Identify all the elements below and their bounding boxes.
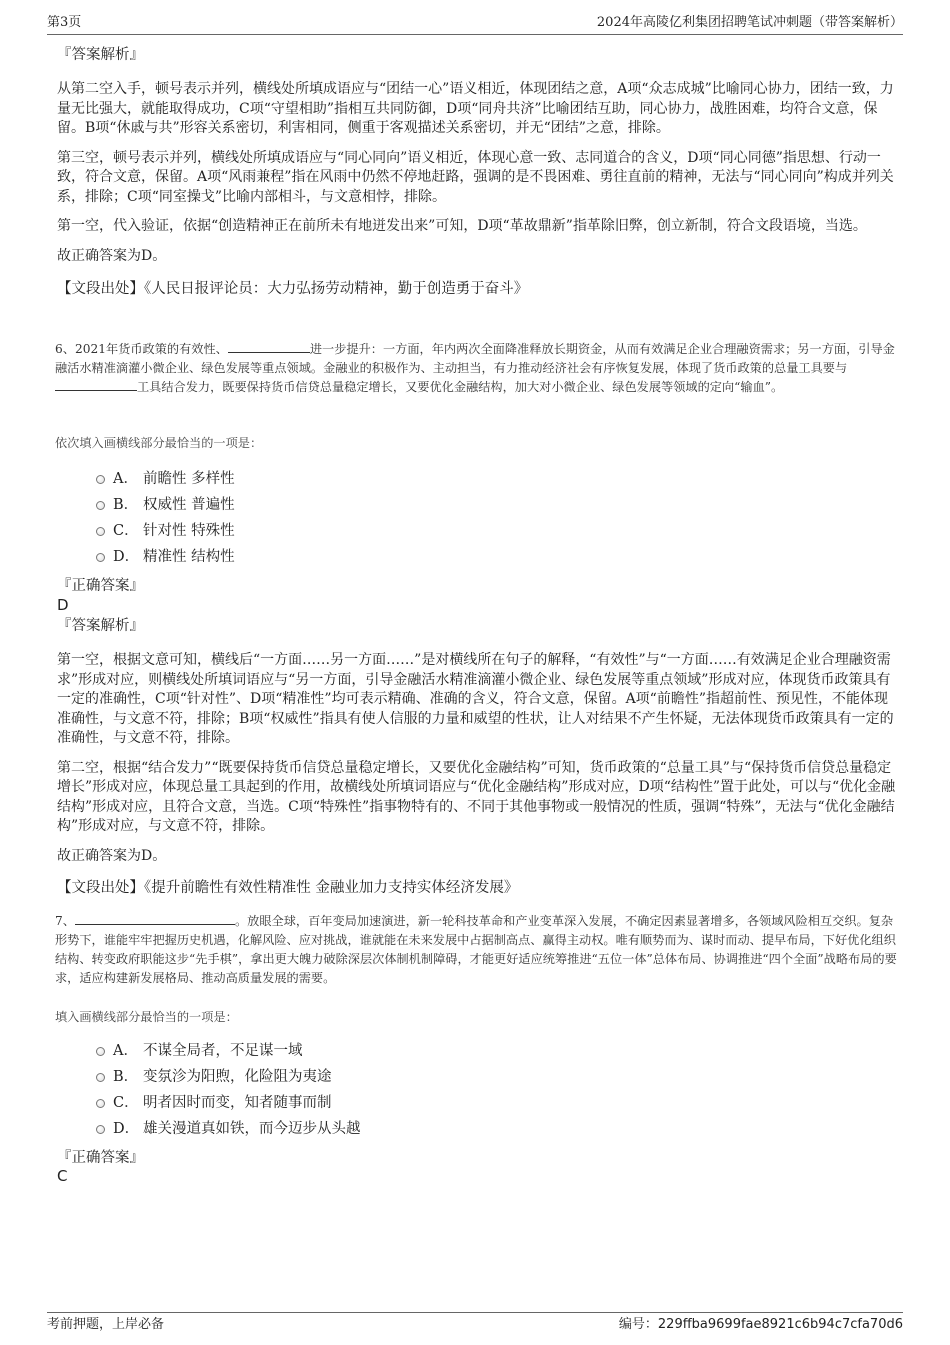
radio-icon[interactable] — [96, 1125, 105, 1134]
radio-icon[interactable] — [96, 1099, 105, 1108]
analysis-paragraph: 第三空，顿号表示并列，横线处所填成语应与“同心同向”语义相近，体现心意一致、志同道合的含义，D项“同心同德”指思想、行动一致，符合文意，保留。A项“风雨兼程”指在风雨中仍然不停地赶路，强调的是不畏困难、勇往直前的精神，无法与“同心同向”构成并列关系，排除；C项“同室操戈”比喻内部相斗，与文意相悖，排除。 — [57, 149, 894, 205]
source-citation: 【文段出处】《提升前瞻性有效性精准性 金融业加力支持实体经济发展》 — [57, 880, 519, 896]
answer-blank — [55, 378, 137, 391]
document-id: 编号：229ffba9699fae8921c6b94c7cfa70d6 — [618, 1317, 903, 1332]
page-footer — [47, 1312, 903, 1335]
correct-answer: D — [57, 596, 69, 614]
radio-icon[interactable] — [96, 1047, 105, 1056]
analysis-paragraph: 第一空，根据文意可知，横线后“一方面……另一方面……”是对横线所在句子的解释，“有效性”与“一方面……有效满足企业合理融资需求”形成对应，则横线处所填词语应与“另一方面，引导金融活水精准滴灌小微企业、绿色发展等重点领域”形成对应，体现货币政策具有一定的准确性，C项“针对性”、D项“精准性”均可表示精确、准确的含义，符合文意，保留。A项“前瞻性”指超前性、预见性，不能体现准确性，与文意不符，排除；B项“权威性”指具有使人信服的力量和威望的性状，让人对结果不产生怀疑，无法体现货币政策具有一定的准确性，与文意不符，排除。 — [57, 652, 894, 746]
question-number: 6、 — [55, 342, 75, 356]
option-c[interactable]: C． 明者因时而变，知者随事而制 — [96, 1090, 361, 1116]
correct-answer: C — [57, 1167, 68, 1185]
answer-blank — [75, 912, 235, 925]
analysis-paragraph: 第二空，根据“结合发力”“既要保持货币信贷总量稳定增长，又要优化金融结构”可知，货币政策的“总量工具”与“保持货币信贷总量稳定增长”形成对应，体现总量工具起到的作用，故横线处所填词语应与“优化金融结构”形成对应，D项“结构性”置于此处，可以与“优化金融结构”形成对应，且符合文意，当选。C项“特殊性”指事物特有的、不同于其他事物或一般情况的性质，强调“特殊”，无法与“优化金融结构”形成对应，与文意不符，排除。 — [57, 759, 896, 834]
analysis-paragraph: 从第二空入手，顿号表示并列，横线处所填成语应与“团结一心”语义相近，体现团结之意，A项“众志成城”比喻同心协力，团结一致，力量无比强大，就能取得成功，C项“守望相助”指相互共同防御，D项“同舟共济”比喻团结互助，同心协力，战胜困难，均符合文意，保留。B项“休戚与共”形容关系密切，利害相同，侧重于客观描述关系密切，并无“团结”之意，排除。 — [57, 81, 894, 136]
analysis-conclusion: 故正确答案为D。 — [57, 247, 167, 264]
question-7-options — [96, 1038, 361, 1142]
correct-answer-label: 『正确答案』 — [57, 1150, 144, 1166]
answer-blank — [228, 340, 310, 353]
radio-icon[interactable] — [96, 501, 105, 510]
question-prompt: 填入画横线部分最恰当的一项是： — [55, 1010, 238, 1024]
footer-slogan: 考前押题，上岸必备 — [47, 1317, 165, 1332]
question-number: 7、 — [55, 914, 75, 928]
option-b[interactable]: B． 权威性 普遍性 — [96, 492, 235, 518]
radio-icon[interactable] — [96, 1073, 105, 1082]
correct-answer-label: 『正确答案』 — [57, 578, 144, 594]
option-a[interactable]: A． 不谋全局者，不足谋一域 — [96, 1038, 361, 1064]
option-c[interactable]: C． 针对性 特殊性 — [96, 518, 235, 544]
radio-icon[interactable] — [96, 475, 105, 484]
radio-icon[interactable] — [96, 553, 105, 562]
option-b[interactable]: B． 变氛沴为阳煦，化险阻为夷途 — [96, 1064, 361, 1090]
question-7-stem: 7、 。放眼全球，百年变局加速演进，新一轮科技革命和产业变革深入发展，不确定因素显著增多，各领域风险相互交织。复杂形势下，谁能牢牢把握历史机遇，化解风险、应对挑战，谁就能在未来发展中占据制高点、赢得主动权。唯有顺势而为、谋时而动、提早布局，下好优化组织结构、转变政府职能这步“先手棋”，拿出更大魄力破除深层次体制机制障碍，才能更好适应统筹推进“五位一体”总体布局、协调推进“四个全面”战略布局的要求，适应构建新发展格局、推动高质量发展的需要。 — [55, 914, 897, 985]
source-citation: 【文段出处】《人民日报评论员：大力弘扬劳动精神，勤于创造勇于奋斗》 — [57, 281, 529, 297]
option-d[interactable]: D． 雄关漫道真如铁，而今迈步从头越 — [96, 1116, 361, 1142]
question-prompt: 依次填入画横线部分最恰当的一项是： — [55, 436, 263, 450]
analysis-label: 『答案解析』 — [57, 618, 144, 634]
analysis-label: 『答案解析』 — [57, 47, 144, 63]
option-a[interactable]: A． 前瞻性 多样性 — [96, 466, 235, 492]
q6-analysis — [57, 651, 897, 866]
document-code: 229ffba9699fae8921c6b94c7cfa70d6 — [657, 1317, 903, 1332]
question-6-options — [96, 466, 235, 570]
q5-analysis — [57, 45, 897, 299]
question-6-stem: 6、2021年货币政策的有效性、 进一步提升：一方面，年内两次全面降准释放长期资金，从而有效满足企业合理融资需求；另一方面，引导金融活水精准滴灌小微企业、绿色发展等重点领域。金融业的积极作为、主动担当，有力推动经济社会有序恢复发展，体现了货币政策的总量工具要与工具结合发力，既要保持货币信贷总量稳定增长，又要优化金融结构，加大对小微企业、绿色发展等领域的定向“输血”。 — [55, 342, 895, 394]
page-number: 第3页 — [47, 15, 82, 30]
document-title: 2024年高陵亿利集团招聘笔试冲刺题（带答案解析） — [596, 15, 903, 30]
radio-icon[interactable] — [96, 527, 105, 536]
analysis-conclusion: 故正确答案为D。 — [57, 847, 167, 864]
page-header — [47, 14, 903, 35]
option-d[interactable]: D． 精准性 结构性 — [96, 544, 235, 570]
analysis-paragraph: 第一空，代入验证，依据“创造精神正在前所未有地迸发出来”可知，D项“革故鼎新”指革除旧弊，创立新制，符合文段语境，当选。 — [57, 218, 867, 234]
